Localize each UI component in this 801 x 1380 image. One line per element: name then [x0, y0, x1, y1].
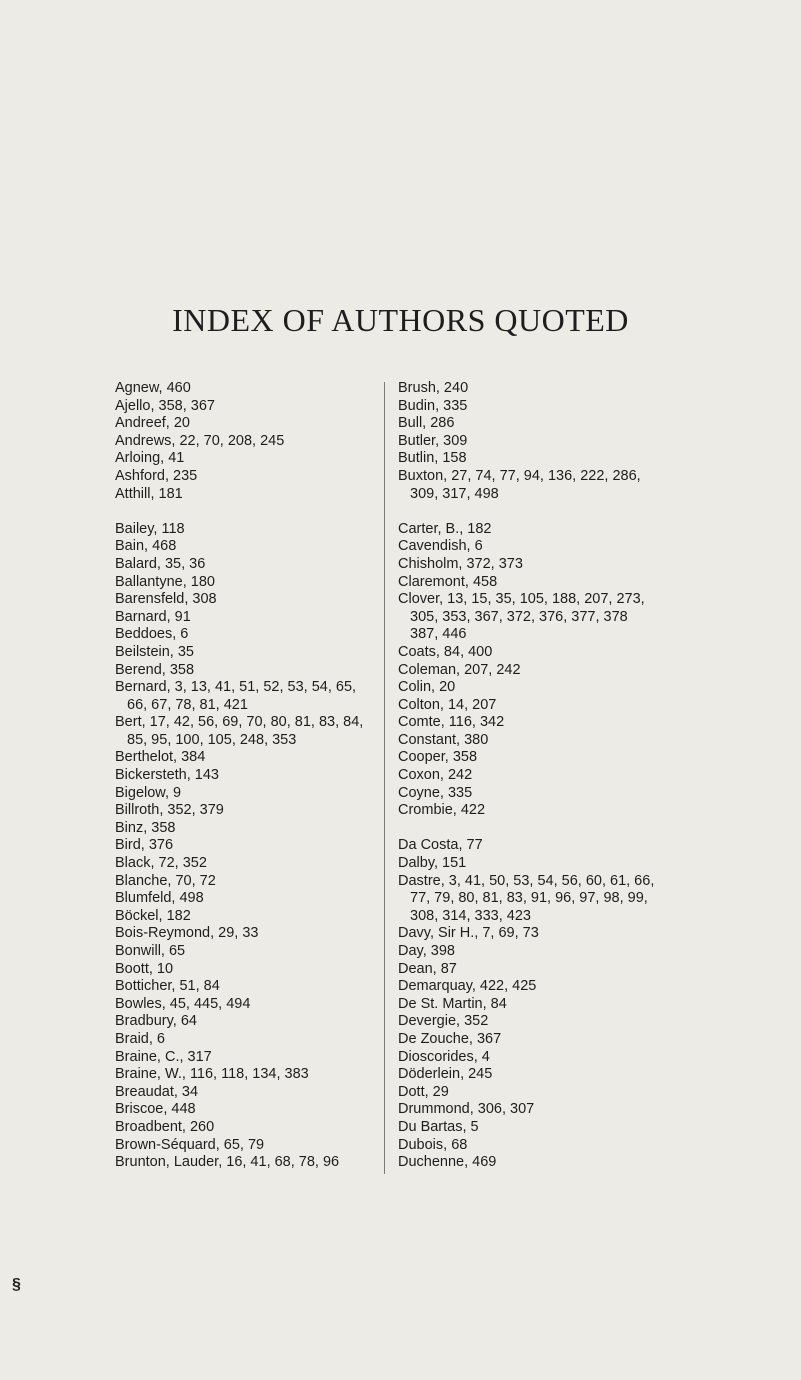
index-entry — [115, 837, 380, 855]
entry-text: Dubois, 68 — [398, 1136, 468, 1153]
entry-text: Cavendish, 6 — [398, 538, 483, 555]
entry-continuation: 66, 67, 78, 81, 421 — [127, 696, 248, 713]
entry-text: Döderlein, 245 — [398, 1066, 493, 1083]
index-entry — [398, 961, 680, 979]
entry-text: Bernard, 3, 13, 41, 51, 52, 53, 54, 65, — [115, 679, 357, 696]
entry-text: Day, 398 — [398, 943, 455, 959]
entry-text: Beilstein, 35 — [115, 643, 194, 660]
entry-text: Colton, 14, 207 — [398, 696, 497, 713]
entry-text: De Zouche, 367 — [398, 1030, 502, 1047]
index-entry — [115, 1049, 380, 1067]
entry-text: Bigelow, 9 — [115, 784, 182, 801]
entry-continuation: 85, 95, 100, 105, 248, 353 — [127, 731, 297, 748]
entry-text: Andreef, 20 — [115, 415, 190, 432]
index-entry — [115, 943, 380, 961]
entry-text: Blanche, 70, 72 — [115, 872, 216, 889]
entry-text: Berend, 358 — [115, 661, 195, 678]
entry-text: Brunton, Lauder, 16, 41, 68, 78, 96 — [115, 1154, 340, 1171]
entry-text: Briscoe, 448 — [115, 1101, 196, 1118]
entry-text: Bradbury, 64 — [115, 1013, 197, 1030]
index-entry — [398, 749, 680, 767]
entry-text: Bonwill, 65 — [115, 943, 186, 959]
entry-text: Boott, 10 — [115, 960, 174, 977]
entry-text: Braid, 6 — [115, 1030, 165, 1047]
entry-text: Dalby, 151 — [398, 855, 467, 872]
entry-text: Breaudat, 34 — [115, 1083, 199, 1100]
entry-text: Carter, B., 182 — [398, 520, 492, 537]
index-entry — [115, 679, 380, 714]
entry-text: Comte, 116, 342 — [398, 714, 505, 731]
column-divider — [384, 382, 385, 1174]
entry-text: Böckel, 182 — [115, 907, 191, 924]
entry-text: Clover, 13, 15, 35, 105, 188, 207, 273, — [398, 591, 645, 608]
index-entry — [398, 415, 680, 433]
index-entry — [398, 837, 680, 855]
entry-text: Bowles, 45, 445, 494 — [115, 995, 251, 1012]
entry-text: Duchenne, 469 — [398, 1154, 497, 1171]
index-entry — [398, 591, 680, 644]
index-entry — [398, 1119, 680, 1137]
index-entry — [398, 644, 680, 662]
index-entry — [398, 521, 680, 539]
index-entry — [115, 415, 380, 433]
entry-text: Da Costa, 77 — [398, 837, 483, 854]
index-entry — [398, 662, 680, 680]
entry-text: Claremont, 458 — [398, 573, 498, 590]
index-entry — [115, 609, 380, 627]
section-gap — [398, 820, 680, 838]
entry-text: Constant, 380 — [398, 731, 489, 748]
index-entry — [398, 1101, 680, 1119]
index-entry — [115, 767, 380, 785]
entry-text: Braine, W., 116, 118, 134, 383 — [115, 1066, 309, 1083]
index-entry — [115, 925, 380, 943]
entry-text: Butlin, 158 — [398, 450, 467, 467]
entry-continuation: 309, 317, 498 — [410, 485, 499, 502]
entry-text: Buxton, 27, 74, 77, 94, 136, 222, 286, — [398, 467, 641, 484]
index-entry — [398, 679, 680, 697]
index-entry — [115, 996, 380, 1014]
entry-text: Braine, C., 317 — [115, 1048, 212, 1065]
index-entry — [115, 1084, 380, 1102]
index-entry — [115, 644, 380, 662]
entry-text: Chisholm, 372, 373 — [398, 555, 523, 572]
entry-text: Billroth, 352, 379 — [115, 802, 224, 819]
page-title: INDEX OF AUTHORS QUOTED — [172, 302, 629, 338]
entry-text: Arloing, 41 — [115, 450, 185, 467]
index-entry — [398, 697, 680, 715]
index-entry — [398, 1154, 680, 1172]
section-gap — [115, 503, 380, 521]
index-entry — [115, 820, 380, 838]
entry-text: Beddoes, 6 — [115, 626, 189, 643]
entry-text: Bird, 376 — [115, 837, 174, 854]
index-entry — [115, 1119, 380, 1137]
entry-text: Agnew, 460 — [115, 380, 191, 396]
index-entry — [398, 996, 680, 1014]
entry-text: De St. Martin, 84 — [398, 995, 507, 1012]
entry-text: Bert, 17, 42, 56, 69, 70, 80, 81, 83, 84, — [115, 714, 364, 731]
entry-continuation: 77, 79, 80, 81, 83, 91, 96, 97, 98, 99, — [410, 890, 648, 907]
entry-continuation: 308, 314, 333, 423 — [410, 907, 531, 924]
index-entry — [115, 626, 380, 644]
entry-continuation: 305, 353, 367, 372, 376, 377, 378 — [410, 608, 628, 625]
index-entry — [115, 749, 380, 767]
index-entry — [115, 873, 380, 891]
index-entry — [115, 1013, 380, 1031]
index-entry — [115, 538, 380, 556]
index-entry — [115, 1066, 380, 1084]
index-entry — [115, 908, 380, 926]
entry-text: Bull, 286 — [398, 415, 455, 432]
index-entry — [115, 574, 380, 592]
entry-text: Crombie, 422 — [398, 802, 486, 819]
entry-text: Coyne, 335 — [398, 784, 473, 801]
index-entry — [115, 1101, 380, 1119]
entry-text: Bain, 468 — [115, 538, 177, 555]
entry-text: Budin, 335 — [398, 397, 468, 414]
index-entry — [398, 943, 680, 961]
index-entry — [115, 450, 380, 468]
entry-text: Devergie, 352 — [398, 1013, 489, 1030]
entry-text: Demarquay, 422, 425 — [398, 978, 537, 995]
index-entry — [398, 802, 680, 820]
index-entry — [115, 521, 380, 539]
index-entry — [115, 398, 380, 416]
index-entry — [398, 556, 680, 574]
index-entry — [398, 398, 680, 416]
index-entry — [398, 1031, 680, 1049]
entry-text: Du Bartas, 5 — [398, 1118, 479, 1135]
index-column-right — [398, 380, 680, 1172]
section-gap — [398, 503, 680, 521]
index-entry — [115, 714, 380, 749]
index-entry — [398, 538, 680, 556]
index-entry — [115, 468, 380, 486]
entry-text: Andrews, 22, 70, 208, 245 — [115, 432, 285, 449]
index-entry — [398, 433, 680, 451]
index-entry — [115, 1031, 380, 1049]
entry-text: Bickersteth, 143 — [115, 767, 219, 784]
index-entry — [398, 925, 680, 943]
index-entry — [115, 978, 380, 996]
index-entry — [115, 961, 380, 979]
index-entry — [398, 1066, 680, 1084]
index-entry — [115, 785, 380, 803]
entry-text: Coleman, 207, 242 — [398, 661, 521, 678]
index-entry — [398, 767, 680, 785]
entry-text: Butler, 309 — [398, 432, 468, 449]
entry-text: Coats, 84, 400 — [398, 643, 493, 660]
index-entry — [398, 1049, 680, 1067]
entry-text: Botticher, 51, 84 — [115, 978, 220, 995]
index-entry — [398, 732, 680, 750]
index-entry — [115, 380, 380, 398]
entry-text: Berthelot, 384 — [115, 749, 206, 766]
entry-text: Blumfeld, 498 — [115, 890, 204, 907]
index-entry — [115, 433, 380, 451]
entry-text: Bois-Reymond, 29, 33 — [115, 925, 259, 942]
index-entry — [398, 714, 680, 732]
entry-text: Broadbent, 260 — [115, 1118, 215, 1135]
entry-text: Balard, 35, 36 — [115, 555, 206, 572]
index-entry — [115, 1154, 380, 1172]
index-entry — [398, 574, 680, 592]
index-entry — [398, 1013, 680, 1031]
margin-mark: § — [12, 1276, 21, 1293]
entry-text: Dean, 87 — [398, 960, 457, 977]
entry-continuation: 387, 446 — [410, 626, 467, 643]
entry-text: Dastre, 3, 41, 50, 53, 54, 56, 60, 61, 66, — [398, 872, 655, 889]
entry-text: Barnard, 91 — [115, 608, 191, 625]
entry-text: Binz, 358 — [115, 819, 176, 836]
index-entry — [115, 662, 380, 680]
entry-text: Brush, 240 — [398, 380, 469, 396]
entry-text: Brown-Séquard, 65, 79 — [115, 1136, 265, 1153]
index-entry — [115, 1137, 380, 1155]
index-entry — [398, 855, 680, 873]
entry-text: Drummond, 306, 307 — [398, 1101, 535, 1118]
entry-text: Atthill, 181 — [115, 485, 183, 502]
index-entry — [398, 785, 680, 803]
index-entry — [398, 380, 680, 398]
entry-text: Dott, 29 — [398, 1083, 449, 1100]
entry-text: Coxon, 242 — [398, 767, 473, 784]
index-entry — [398, 978, 680, 996]
entry-text: Dioscorides, 4 — [398, 1048, 490, 1065]
index-entry — [398, 1084, 680, 1102]
index-entry — [115, 855, 380, 873]
index-column-left — [115, 380, 380, 1172]
index-entry — [115, 802, 380, 820]
entry-text: Ballantyne, 180 — [115, 573, 215, 590]
index-entry — [398, 1137, 680, 1155]
index-entry — [398, 468, 680, 503]
entry-text: Ajello, 358, 367 — [115, 397, 215, 414]
index-entry — [115, 556, 380, 574]
index-entry — [115, 890, 380, 908]
entry-text: Black, 72, 352 — [115, 855, 207, 872]
entry-text: Colin, 20 — [398, 679, 456, 696]
index-entry — [398, 450, 680, 468]
entry-text: Barensfeld, 308 — [115, 591, 217, 608]
index-entry — [115, 591, 380, 609]
entry-text: Cooper, 358 — [398, 749, 478, 766]
entry-text: Bailey, 118 — [115, 520, 185, 537]
entry-text: Davy, Sir H., 7, 69, 73 — [398, 925, 539, 942]
index-entry — [115, 486, 380, 504]
entry-text: Ashford, 235 — [115, 467, 198, 484]
index-entry — [398, 873, 680, 926]
